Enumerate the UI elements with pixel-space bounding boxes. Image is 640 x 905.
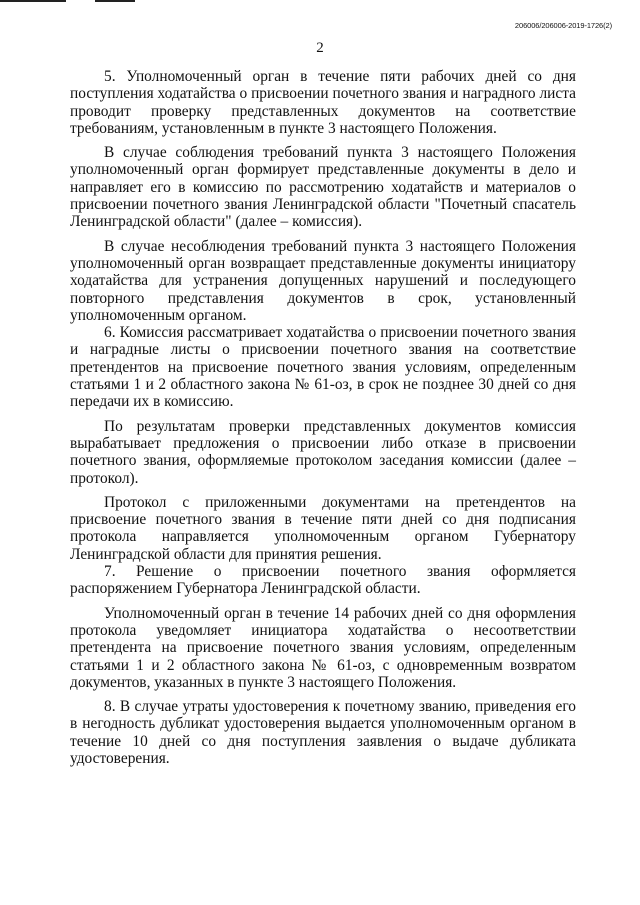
scan-edge-mark (0, 0, 66, 2)
document-code: 206006/206006-2019-1726(2) (514, 21, 612, 30)
paragraph-noncompliance: В случае несоблюдения требований пункта 3 настоящего Положения уполномоченный орган возвращает представленные документы инициатору ходатайства для устранения допущенных нарушений и последующего повторного представления документов в срок, установленный уполномоченным органом. (70, 237, 576, 324)
paragraph-item-5: 5. Уполномоченный орган в течение пяти рабочих дней со дня поступления ходатайства о присвоении почетного звания и наградного листа проводит проверку представленных документов на соответствие требованиям, установленным в пункте 3 настоящего Положения. (70, 68, 576, 137)
paragraph-commission-results: По результатам проверки представленных документов комиссия вырабатывает предложения о присвоении либо отказе в присвоении почетного звания, оформляемые протоколом заседания комиссии (далее – протокол). (70, 417, 576, 487)
scan-edge-mark (95, 0, 135, 2)
paragraph-item-8: 8. В случае утраты удостоверения к почетному званию, приведения его в негодность дубликат удостоверения выдается уполномоченным органом в течение 10 дней со дня поступления заявления о выдаче дубликата удостоверения. (70, 698, 576, 767)
paragraph-item-6: 6. Комиссия рассматривает ходатайства о присвоении почетного звания и наградные листы о присвоении почетного звания на соответствие претендентов на присвоение почетного звания условиям, определенным статьями 1 и 2 областного закона № 61-оз, в срок не позднее 30 дней со дня передачи их в комиссию. (70, 324, 576, 411)
page-number: 2 (316, 40, 324, 56)
paragraph-item-7: 7. Решение о присвоении почетного звания оформляется распоряжением Губернатора Ленинградской области. (70, 563, 576, 598)
paragraph-protocol: Протокол с приложенными документами на претендентов на присвоение почетного звания в течение пяти дней со дня подписания протокола направляется уполномоченным органом Губернатору Ленинградской области для принятия решения. (70, 493, 576, 563)
document-body (70, 68, 576, 767)
paragraph-compliance: В случае соблюдения требований пункта 3 настоящего Положения уполномоченный орган формирует представленные документы в дело и направляет его в комиссию по рассмотрению ходатайств и материалов о присвоении почетного звания Ленинградской области "Почетный спасатель Ленинградской области" (далее – комиссия). (70, 144, 576, 231)
paragraph-notification: Уполномоченный орган в течение 14 рабочих дней со дня оформления протокола уведомляет инициатора ходатайства о несоответствии претендента на присвоение почетного звания условиям, определенным статьями 1 и 2 областного закона № 61-оз, с одновременным возвратом документов, указанных в пункте 3 настоящего Положения. (70, 604, 576, 691)
